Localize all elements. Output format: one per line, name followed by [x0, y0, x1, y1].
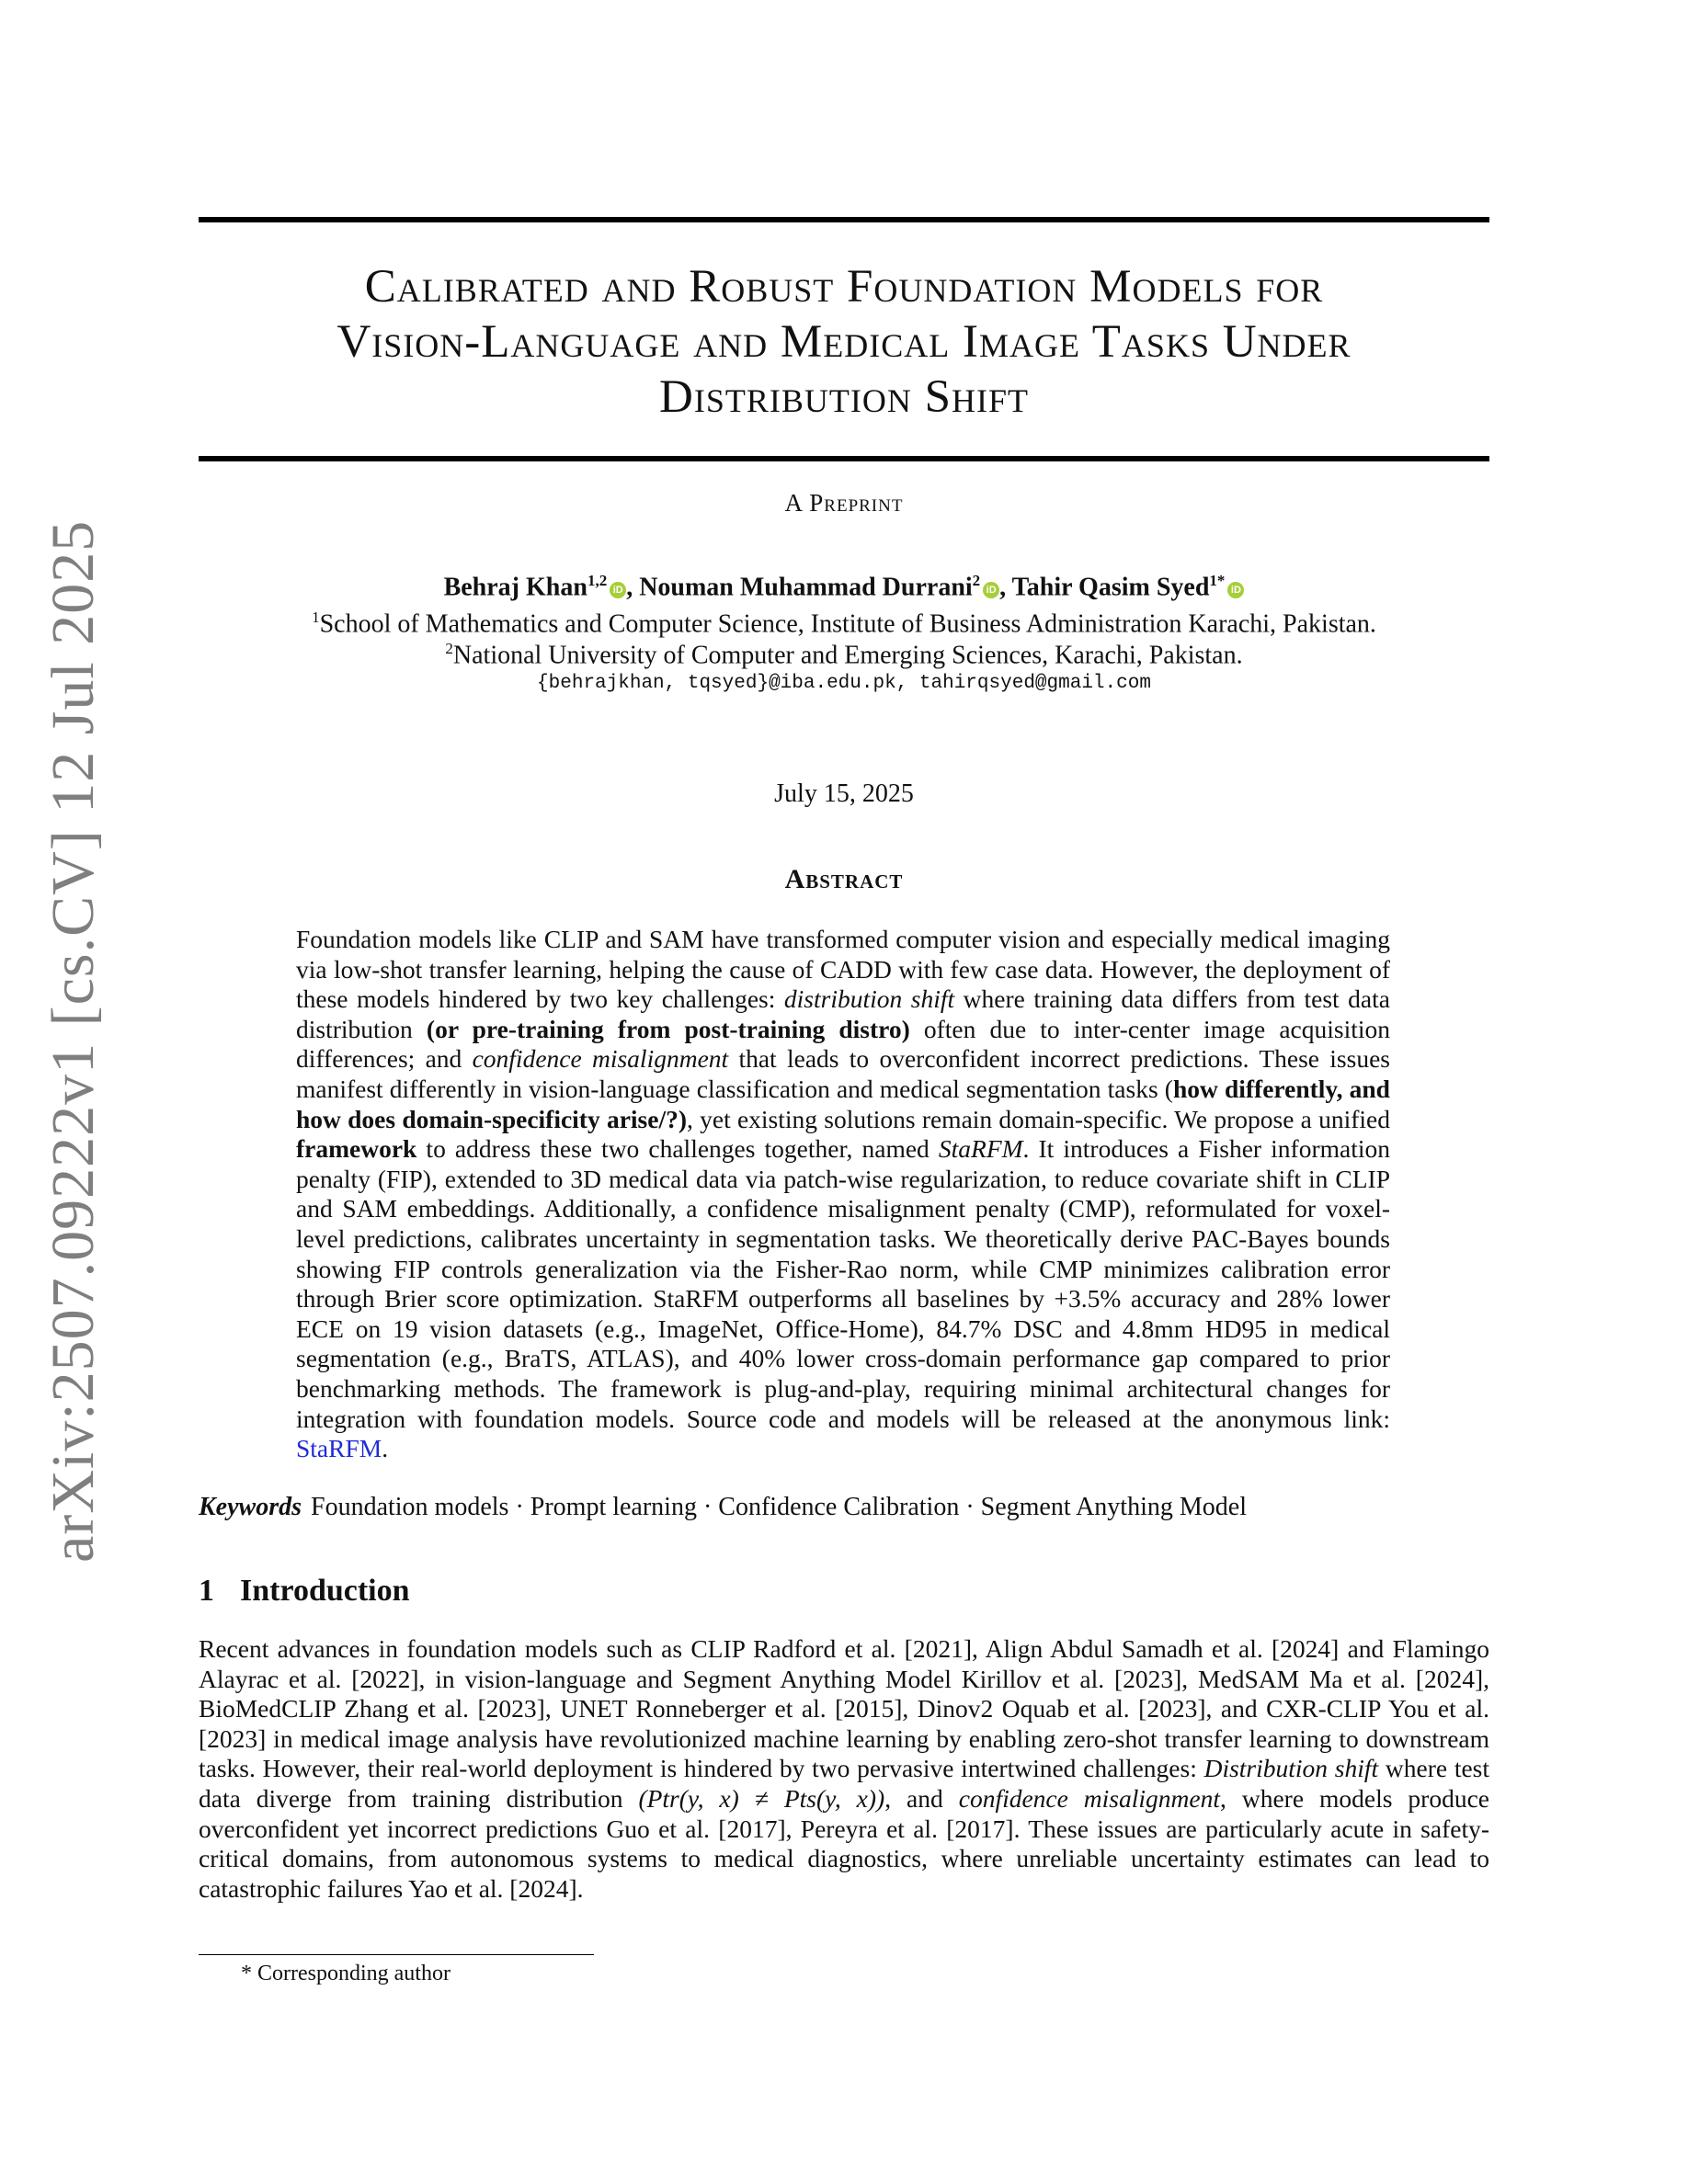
title-line-1: Calibrated and Robust Foundation Models for: [364, 261, 1324, 313]
section-title: Introduction: [240, 1574, 410, 1608]
title-top-rule: [199, 217, 1489, 222]
orcid-icon[interactable]: iD: [983, 582, 999, 598]
affiliation-sup: 2: [445, 640, 453, 657]
affiliation-text: National University of Computer and Emerging Sciences, Karachi, Pakistan.: [452, 641, 1243, 670]
author-list: [199, 572, 1489, 602]
affiliation-sup: 1: [312, 609, 320, 626]
abstract-bold: framework: [296, 1134, 417, 1164]
intro-text: Recent advances in foundation models such as CLIP Radford et al. [2021], Align Abdul Samadh et al. [2024] and Flamingo Alayrac et al. [2022], in vision-language and Segment Anything Model Kirillov et al. [2023], MedSAM Ma et al. [2024], BioMedCLIP Zhang et al. [2023], UNET Ronneberger et al. [2015], Dinov2 Oquab et al. [2023], and CXR-CLIP You et al. [2023] in medical image analysis have revolutionized machine learning by enabling zero-shot transfer learning to downstream tasks. However, their real-world deployment is hindered by two pervasive intertwined challenges:: [199, 1634, 1489, 1783]
title-bottom-rule: [199, 456, 1489, 461]
author-name: Tahir Qasim Syed: [1011, 573, 1210, 602]
abstract-emphasis: StaRFM: [938, 1134, 1023, 1164]
abstract-bold: (or pre-training from post-training distro): [426, 1014, 910, 1043]
intro-text: where test data diverge from training distribution: [199, 1754, 1490, 1813]
abstract-emphasis: confidence misalignment: [472, 1044, 729, 1074]
affiliation-text: School of Mathematics and Computer Science, Institute of Business Administration Karachi, Pakistan.: [319, 609, 1376, 639]
author-emails: {behrajkhan, tqsyed}@iba.edu.pk, tahirqsyed@gmail.com: [537, 673, 1151, 694]
abstract-emphasis: distribution shift: [783, 984, 955, 1014]
abstract-text: Foundation models like CLIP and SAM have transformed computer vision and especially medical imaging via low-shot transfer learning, helping the cause of CADD with few case data. However, the deployment of these models hindered by two key challenges:: [296, 925, 1390, 1014]
abstract-text: . It introduces a Fisher information penalty (FIP), extended to 3D medical data via patch-wise regularization, to reduce covariate shift in CLIP and SAM embeddings. Additionally, a confidence misalignment penalty (CMP), reformulated for voxel-level predictions, calibrates uncertainty in segmentation tasks. We theoretically derive PAC-Bayes bounds showing FIP controls generalization via the Fisher-Rao norm, while CMP minimizes calibration error through Brier score optimization. StaRFM outperforms all baselines by +3.5% accuracy and 28% lower ECE on 19 vision datasets (e.g., ImageNet, Office-Home), 84.7% DSC and 4.8mm HD95 in medical segmentation (e.g., BraTS, ATLAS), and 40% lower cross-domain performance gap compared to prior benchmarking methods. The framework is plug-and-play, requiring minimal architectural changes for integration with foundation models. Source code and models will be released at the anonymous link:: [296, 1134, 1390, 1433]
affiliation-1: [199, 609, 1489, 639]
keywords-line: [199, 1493, 1489, 1522]
author-affil-sup: 1,2: [587, 572, 608, 589]
abstract-body: [296, 925, 1390, 1464]
abstract-text: that leads to overconfident incorrect predictions. These issues manifest differently in vision-language classification and medical segmentation tasks (: [296, 1044, 1390, 1103]
abstract-text: , yet existing solutions remain domain-specific. We propose a unified: [687, 1104, 1390, 1133]
footnote-corresponding-author: * Corresponding author: [241, 1962, 451, 1985]
abstract-text: to address these two challenges together, named: [416, 1134, 939, 1164]
starfm-link[interactable]: StaRFM: [296, 1434, 382, 1463]
keywords-text: Foundation models · Prompt learning · Confidence Calibration · Segment Anything Model: [311, 1493, 1247, 1521]
author-affil-sup: 2: [972, 572, 981, 589]
section-heading-introduction: [199, 1574, 410, 1609]
abstract-text: often due to inter-center image acquisition differences; and: [296, 1014, 1390, 1074]
title-line-3: Distribution Shift: [659, 371, 1029, 423]
orcid-icon[interactable]: iD: [1227, 582, 1244, 598]
author-affil-sup: 1*: [1209, 572, 1226, 589]
abstract-bold: how differently, and how does domain-specificity arise/?): [296, 1074, 1390, 1133]
intro-emphasis: confidence misalignment: [958, 1783, 1221, 1813]
affiliation-2: [199, 640, 1489, 670]
author-separator: ,: [999, 573, 1012, 602]
author-separator: ,: [626, 573, 640, 602]
footnote-rule: [199, 1954, 594, 1955]
intro-emphasis: Distribution shift: [1203, 1754, 1379, 1783]
intro-text: , where models produce overconfident yet incorrect predictions Guo et al. [2017], Pereyra et al. [2017]. These issues are particularly acute in safety-critical domains, from autonomous systems to medical diagnostics, where unreliable uncertainty estimates can lead to catastrophic failures Yao et al. [2024].: [199, 1783, 1489, 1903]
section-number: 1: [199, 1574, 214, 1608]
introduction-body: [199, 1634, 1489, 1904]
author-name: Nouman Muhammad Durrani: [639, 573, 973, 602]
orcid-icon[interactable]: iD: [610, 582, 626, 598]
preprint-label: A Preprint: [784, 489, 904, 517]
paper-title: [199, 259, 1489, 425]
paper-date: July 15, 2025: [774, 779, 914, 808]
intro-text: , and: [884, 1783, 959, 1813]
title-line-2: Vision-Language and Medical Image Tasks Under: [336, 316, 1352, 368]
keywords-label: Keywords: [199, 1493, 302, 1521]
abstract-text: .: [382, 1434, 389, 1463]
abstract-text: where training data differs from test data distribution: [296, 984, 1390, 1043]
abstract-heading: Abstract: [784, 864, 904, 894]
author-name: Behraj Khan: [443, 573, 587, 602]
arxiv-side-stamp: arXiv:2507.09222v1 [cs.CV] 12 Jul 2025: [40, 519, 107, 1563]
intro-math: (Ptr(y, x) ≠ Pts(y, x)): [638, 1783, 885, 1813]
